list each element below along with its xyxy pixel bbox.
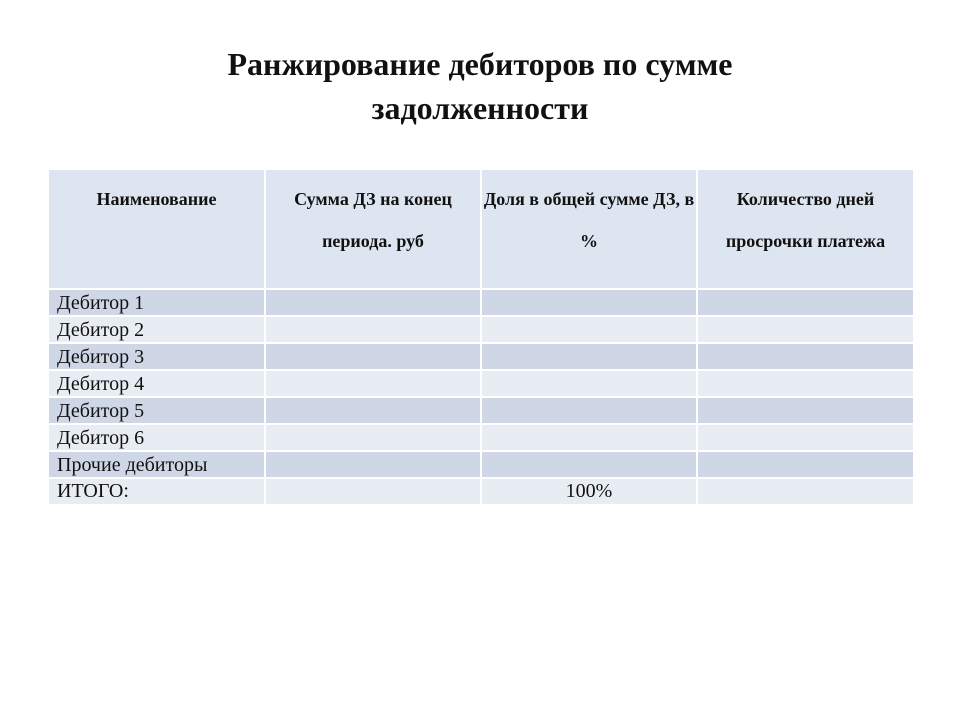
total-share-cell: 100% [481,478,697,505]
share-cell [481,343,697,370]
debtor-name-cell: Прочие дебиторы [48,451,265,478]
header-sum: Сумма ДЗ на конец периода. руб [265,169,481,289]
title-line-2: задолженности [371,90,589,126]
total-sum-cell [265,478,481,505]
table-header-row [48,169,914,289]
sum-cell [265,451,481,478]
debtor-name-cell: Дебитор 3 [48,343,265,370]
total-label-cell: ИТОГО: [48,478,265,505]
sum-cell [265,397,481,424]
sum-cell [265,370,481,397]
days-cell [697,370,914,397]
sum-cell [265,343,481,370]
total-days-cell [697,478,914,505]
debtor-name-cell: Дебитор 6 [48,424,265,451]
sum-cell [265,316,481,343]
days-cell [697,424,914,451]
header-days: Количество дней просрочки платежа [697,169,914,289]
table-row [48,316,914,343]
page-title [0,42,960,130]
days-cell [697,316,914,343]
title-line-1: Ранжирование дебиторов по сумме [227,46,733,82]
debtor-name-cell: Дебитор 2 [48,316,265,343]
table-row [48,397,914,424]
debtor-name-cell: Дебитор 4 [48,370,265,397]
sum-cell [265,289,481,316]
debtor-name-cell: Дебитор 5 [48,397,265,424]
header-share: Доля в общей сумме ДЗ, в % [481,169,697,289]
table-row [48,289,914,316]
header-name: Наименование [48,169,265,289]
days-cell [697,397,914,424]
sum-cell [265,424,481,451]
share-cell [481,451,697,478]
table-row [48,451,914,478]
debtors-table [47,168,915,506]
share-cell [481,370,697,397]
total-row [48,478,914,505]
days-cell [697,289,914,316]
share-cell [481,424,697,451]
days-cell [697,451,914,478]
share-cell [481,289,697,316]
debtor-name-cell: Дебитор 1 [48,289,265,316]
share-cell [481,316,697,343]
table-row [48,370,914,397]
table-row [48,424,914,451]
table-row [48,343,914,370]
share-cell [481,397,697,424]
days-cell [697,343,914,370]
